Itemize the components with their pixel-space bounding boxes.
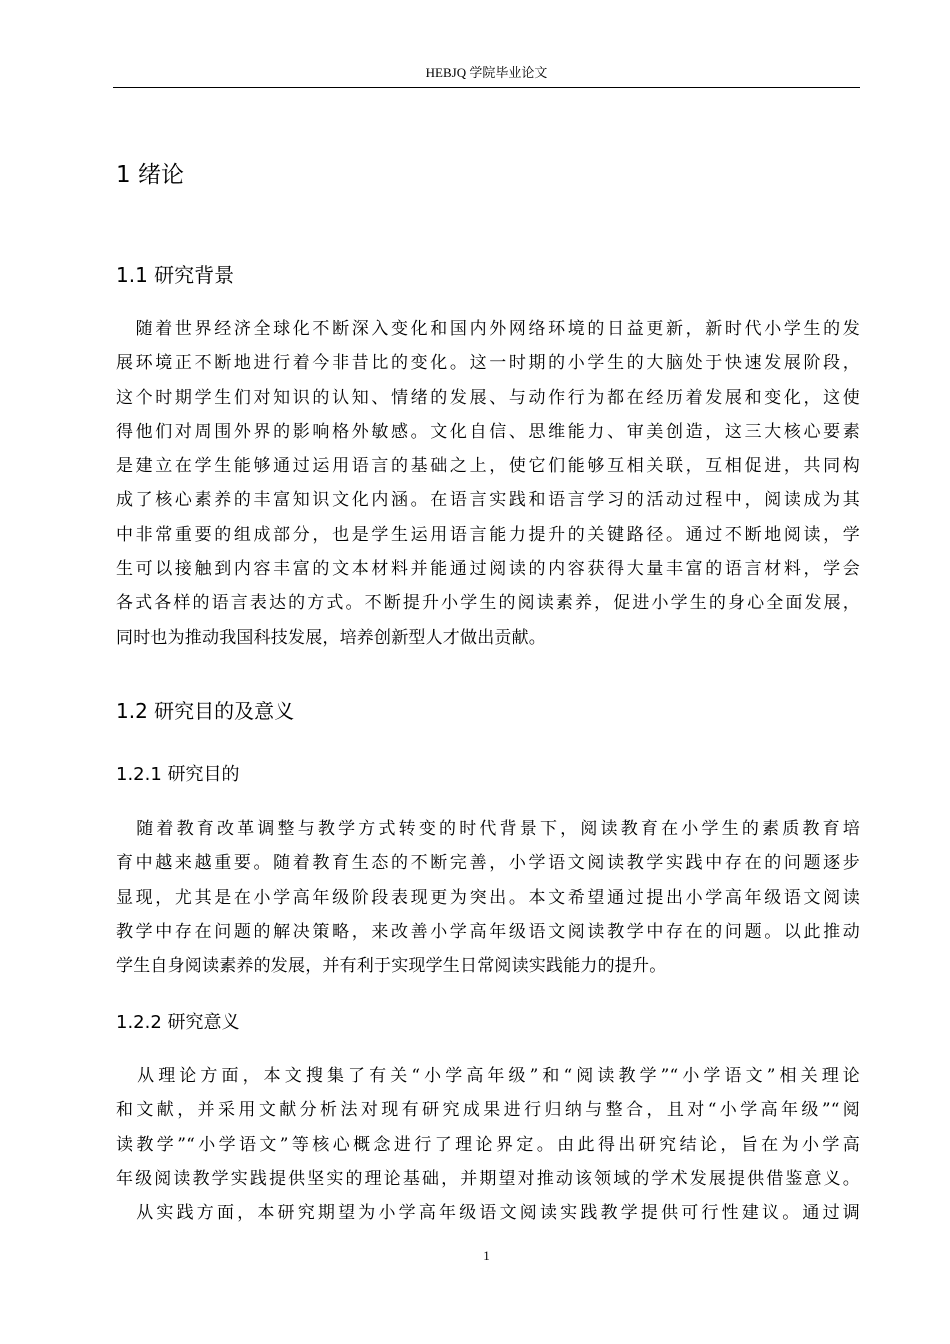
section-1-2-2-paragraph-practice — [116, 1196, 860, 1230]
section-1-2-2-paragraph-theory — [116, 1059, 860, 1196]
section-1-1-paragraph — [116, 312, 860, 655]
paragraph-line: 随着教育改革调整与教学方式转变的时代背景下，阅读教育在小学生的素质教育培 — [116, 819, 860, 839]
paragraph-line: 随着世界经济全球化不断深入变化和国内外网络环境的日益更新，新时代小学生的发 — [116, 319, 860, 339]
page-number: 1 — [483, 1248, 490, 1263]
paragraph-line: 学生自身阅读素养的发展，并有利于实现学生日常阅读实践能力的提升。 — [116, 956, 667, 977]
paragraph-line: 年级阅读教学实践提供坚实的理论基础，并期望对推动该领域的学术发展提供借鉴意义。 — [116, 1168, 860, 1189]
running-header: HEBJQ 学院毕业论文 — [425, 65, 548, 80]
paragraph-line: 得他们对周围外界的影响格外敏感。文化自信、思维能力、审美创造，这三大核心要素 — [116, 421, 860, 442]
section-1-2-1-heading: 1.2.1 研究目的 — [116, 764, 240, 785]
paragraph-line: 生可以接触到内容丰富的文本材料并能通过阅读的内容获得大量丰富的语言材料，学会 — [116, 559, 860, 580]
paragraph-line: 从实践方面，本研究期望为小学高年级语文阅读实践教学提供可行性建议。通过调 — [116, 1203, 860, 1223]
paragraph-line: 中非常重要的组成部分，也是学生运用语言能力提升的关键路径。通过不断地阅读，学 — [116, 524, 860, 545]
paragraph-line: 成了核心素养的丰富知识文化内涵。在语言实践和语言学习的活动过程中，阅读成为其 — [116, 490, 860, 511]
paragraph-line: 和文献，并采用文献分析法对现有研究成果进行归纳与整合，且对“小学高年级”“阅 — [116, 1100, 860, 1121]
paragraph-line: 同时也为推动我国科技发展，培养创新型人才做出贡献。 — [116, 627, 546, 648]
section-1-2-2-heading: 1.2.2 研究意义 — [116, 1012, 240, 1033]
section-1-2-1-paragraph — [116, 812, 860, 983]
paragraph-line: 展环境正不断地进行着今非昔比的变化。这一时期的小学生的大脑处于快速发展阶段， — [116, 353, 860, 374]
chapter-title: 1 绪论 — [116, 162, 184, 188]
paragraph-line: 读教学”“小学语文”等核心概念进行了理论界定。由此得出研究结论，旨在为小学高 — [116, 1134, 860, 1155]
paragraph-line: 各式各样的语言表达的方式。不断提升小学生的阅读素养，促进小学生的身心全面发展， — [116, 593, 860, 614]
section-1-2-heading: 1.2 研究目的及意义 — [116, 699, 295, 723]
header-rule — [113, 87, 860, 88]
paragraph-line: 教学中存在问题的解决策略，来改善小学高年级语文阅读教学中存在的问题。以此推动 — [116, 921, 860, 942]
paragraph-line: 这个时期学生们对知识的认知、情绪的发展、与动作行为都在经历着发展和变化，这使 — [116, 387, 860, 408]
paragraph-line: 是建立在学生能够通过运用语言的基础之上，使它们能够互相关联，互相促进，共同构 — [116, 456, 860, 477]
section-1-1-heading: 1.1 研究背景 — [116, 263, 235, 287]
paragraph-line: 育中越来越重要。随着教育生态的不断完善，小学语文阅读教学实践中存在的问题逐步 — [116, 853, 860, 874]
paragraph-line: 从理论方面，本文搜集了有关“小学高年级”和“阅读教学”“小学语文”相关理论 — [116, 1066, 860, 1086]
paragraph-line: 显现，尤其是在小学高年级阶段表现更为突出。本文希望通过提出小学高年级语文阅读 — [116, 887, 860, 908]
